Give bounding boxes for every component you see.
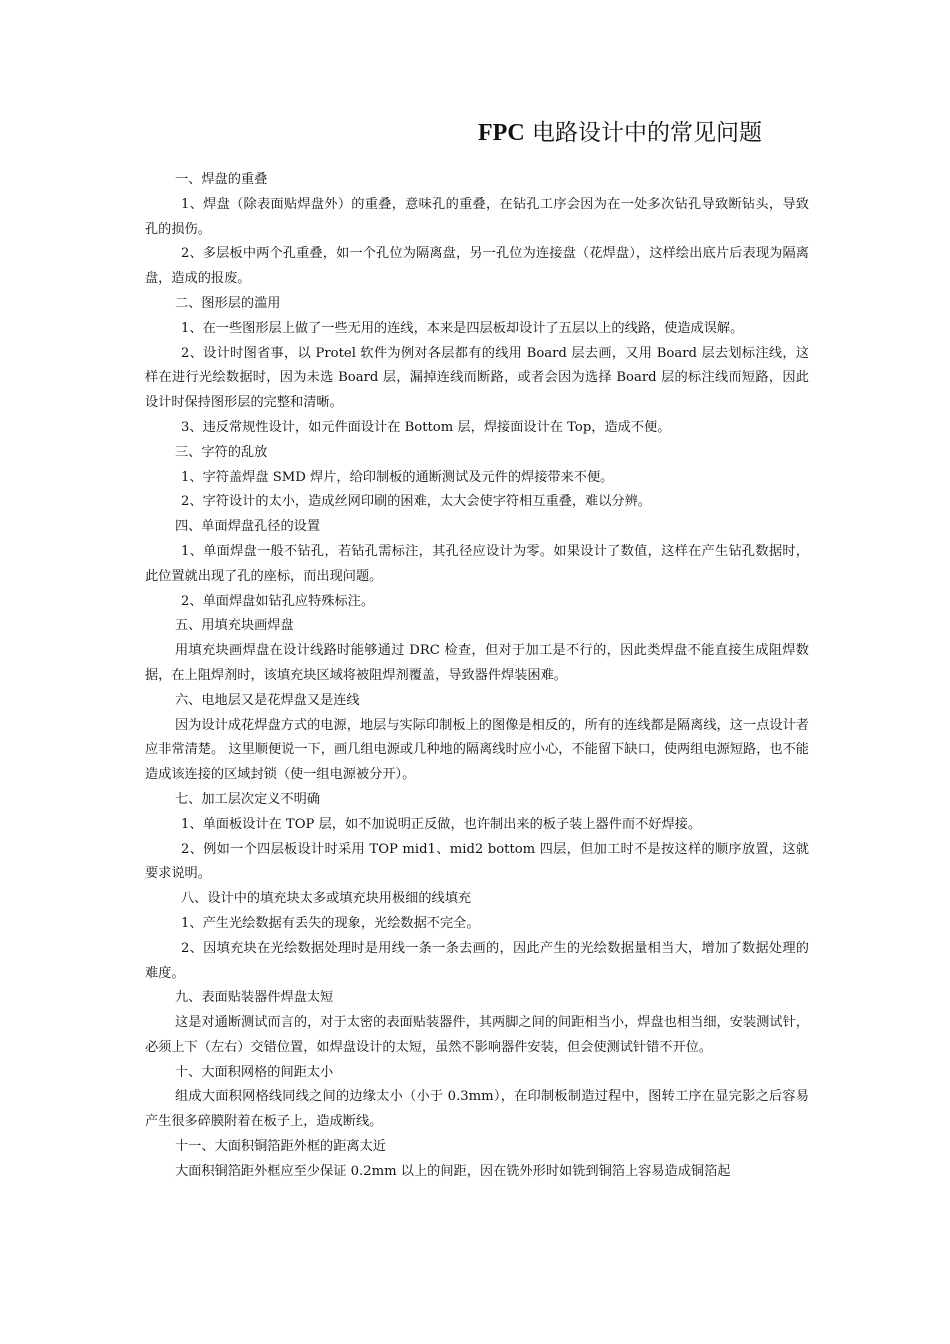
paragraph: 大面积铜箔距外框应至少保证 0.2mm 以上的间距，因在铣外形时如铣到铜箔上容易造成铜箔起 [175, 1163, 731, 1179]
section-heading: 二、图形层的滥用 [175, 295, 281, 311]
document-body [145, 168, 809, 1185]
paragraph: 这是对通断测试而言的，对于太密的表面贴装器件，其两脚之间的间距相当小，焊盘也相当细，安装测试针，必须上下（左右）交错位置，如焊盘设计的太短，虽然不影响器件安装，但会使测试针错不开位。 [145, 1015, 809, 1055]
paragraph: 2、设计时图省事，以 Protel 软件为例对各层都有的线用 Board 层去画，又用 Board 层去划标注线，这样在进行光绘数据时，因为未选 Board 层，漏掉连线而断路，或者会因为选择 Board 层的标注线而短路，因此设计时保持图形层的完整和清晰。 [145, 345, 809, 411]
section-heading: 三、字符的乱放 [175, 444, 268, 460]
section-heading: 五、用填充块画焊盘 [175, 618, 294, 634]
paragraph: 2、单面焊盘如钻孔应特殊标注。 [181, 593, 375, 609]
section-heading: 九、表面贴装器件焊盘太短 [175, 990, 334, 1006]
paragraph: 1、在一些图形层上做了一些无用的连线，本来是四层板却设计了五层以上的线路，使造成误解。 [181, 320, 744, 336]
paragraph: 1、焊盘（除表面贴焊盘外）的重叠，意味孔的重叠，在钻孔工序会因为在一处多次钻孔导致断钻头，导致孔的损伤。 [145, 196, 809, 237]
paragraph: 2、字符设计的太小，造成丝网印刷的困难，太大会使字符相互重叠，难以分辨。 [181, 494, 651, 510]
paragraph: 1、单面焊盘一般不钻孔，若钻孔需标注，其孔径应设计为零。如果设计了数值，这样在产生钻孔数据时，此位置就出现了孔的座标，而出现问题。 [145, 543, 809, 584]
paragraph: 1、字符盖焊盘 SMD 焊片，给印制板的通断测试及元件的焊接带来不便。 [181, 469, 614, 485]
paragraph: 因为设计成花焊盘方式的电源，地层与实际印制板上的图像是相反的，所有的连线都是隔离线，这一点设计者应非常清楚。 这里顺便说一下，画几组电源或几种地的隔离线时应小心，不能留下缺口，使两组电源短路，也不能造成该连接的区域封锁（使一组电源被分开）。 [145, 717, 809, 783]
paragraph: 2、多层板中两个孔重叠，如一个孔位为隔离盘，另一孔位为连接盘（花焊盘），这样绘出底片后表现为隔离盘，造成的报废。 [145, 246, 809, 287]
paragraph: 3、违反常规性设计，如元件面设计在 Bottom 层，焊接面设计在 Top，造成不便。 [181, 419, 671, 435]
paragraph: 1、单面板设计在 TOP 层，如不加说明正反做，也许制出来的板子装上器件而不好焊接。 [181, 816, 702, 832]
section-heading: 四、单面焊盘孔径的设置 [175, 519, 321, 535]
paragraph: 用填充块画焊盘在设计线路时能够通过 DRC 检查，但对于加工是不行的，因此类焊盘不能直接生成阻焊数据，在上阻焊剂时，该填充块区域将被阻焊剂覆盖，导致器件焊装困难。 [145, 643, 809, 683]
section-heading: 十一、大面积铜箔距外框的距离太近 [175, 1139, 386, 1155]
title-cjk: 电路设计中的常见问题 [531, 120, 762, 146]
title-latin: FPC [478, 120, 525, 146]
paragraph: 1、产生光绘数据有丢失的现象，光绘数据不完全。 [181, 915, 480, 931]
section-heading: 七、加工层次定义不明确 [175, 791, 321, 807]
paragraph: 2、例如一个四层板设计时采用 TOP mid1、mid2 bottom 四层，但加工时不是按这样的顺序放置，这就要求说明。 [145, 841, 809, 882]
paragraph: 2、因填充块在光绘数据处理时是用线一条一条去画的，因此产生的光绘数据量相当大，增加了数据处理的难度。 [145, 940, 809, 981]
section-heading: 六、电地层又是花焊盘又是连线 [175, 692, 360, 708]
paragraph: 组成大面积网格线同线之间的边缘太小（小于 0.3mm），在印制板制造过程中，图转工序在显完影之后容易产生很多碎膜附着在板子上，造成断线。 [145, 1089, 809, 1130]
section-heading: 十、大面积网格的间距太小 [175, 1064, 334, 1080]
section-heading: 一、焊盘的重叠 [175, 172, 268, 187]
section-heading: 八、设计中的填充块太多或填充块用极细的线填充 [181, 891, 472, 907]
page-title [478, 117, 898, 149]
